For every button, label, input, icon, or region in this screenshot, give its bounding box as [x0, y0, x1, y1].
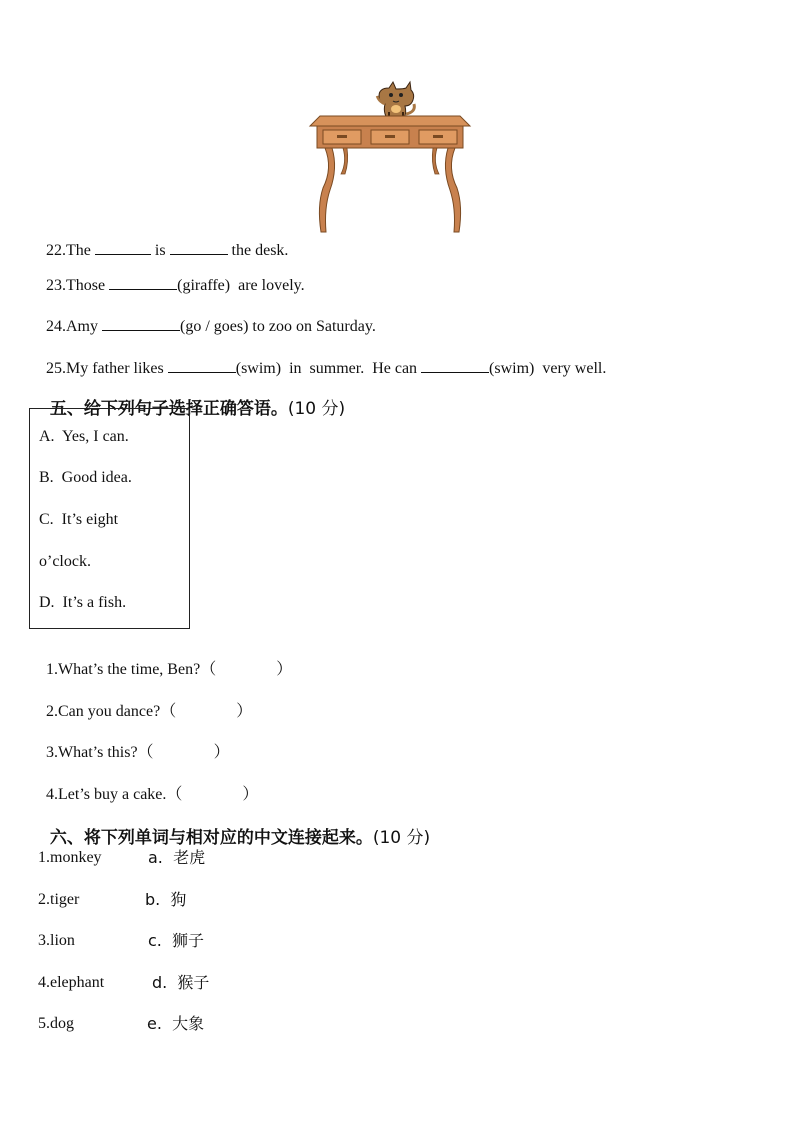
- match-word-5[interactable]: 5.dog: [38, 1015, 74, 1032]
- match-meaning-c[interactable]: c. 狮子: [148, 931, 205, 950]
- question-number: 24.: [46, 318, 66, 335]
- cat-on-desk-illustration: [305, 78, 475, 238]
- match-word-2[interactable]: 2.tiger: [38, 891, 80, 908]
- option-a: A. Yes, I can.: [39, 428, 129, 445]
- option-b: B. Good idea.: [39, 469, 132, 486]
- section-6-heading: 六、将下列单词与相对应的中文连接起来。(10 分): [49, 828, 431, 848]
- choice-question-3: 3.What’s this?（ ）: [46, 744, 230, 761]
- question-25: 25.My father likes (swim) in summer. He can (swim) very well.: [46, 360, 607, 377]
- question-24: 24.Amy (go / goes) to zoo on Saturday.: [46, 318, 376, 335]
- choice-question-1: 1.What’s the time, Ben?（ ）: [46, 661, 293, 678]
- question-number: 22.: [46, 242, 66, 259]
- cat-icon: [377, 82, 414, 120]
- option-d: D. It’s a fish.: [39, 594, 127, 611]
- answer-blank[interactable]: [109, 275, 177, 290]
- match-meaning-e[interactable]: e. 大象: [147, 1014, 205, 1033]
- desk-icon: [310, 116, 470, 232]
- options-box: [29, 408, 190, 629]
- choice-question-4: 4.Let’s buy a cake.（ ）: [46, 786, 259, 803]
- match-meaning-d[interactable]: d. 猴子: [152, 973, 210, 992]
- answer-blank[interactable]: [102, 316, 180, 331]
- question-23: 23.Those (giraffe) are lovely.: [46, 277, 305, 294]
- match-word-4[interactable]: 4.elephant: [38, 974, 105, 991]
- match-word-3[interactable]: 3.lion: [38, 932, 75, 949]
- answer-blank[interactable]: [170, 240, 228, 255]
- option-c-continued: o’clock.: [39, 553, 91, 570]
- option-c: C. It’s eight: [39, 511, 119, 528]
- question-number: 23.: [46, 277, 66, 294]
- match-meaning-a[interactable]: a. 老虎: [148, 848, 206, 867]
- answer-blank[interactable]: [168, 358, 236, 373]
- answer-blank[interactable]: [421, 358, 489, 373]
- question-number: 25.: [46, 360, 66, 377]
- choice-question-2: 2.Can you dance?（ ）: [46, 703, 253, 720]
- section-5-heading: 五、给下列句子选择正确答语。(10 分): [49, 399, 346, 419]
- match-meaning-b[interactable]: b. 狗: [145, 890, 187, 909]
- answer-blank[interactable]: [95, 240, 151, 255]
- question-22: 22.The is the desk.: [46, 242, 289, 259]
- match-word-1[interactable]: 1.monkey: [38, 849, 102, 866]
